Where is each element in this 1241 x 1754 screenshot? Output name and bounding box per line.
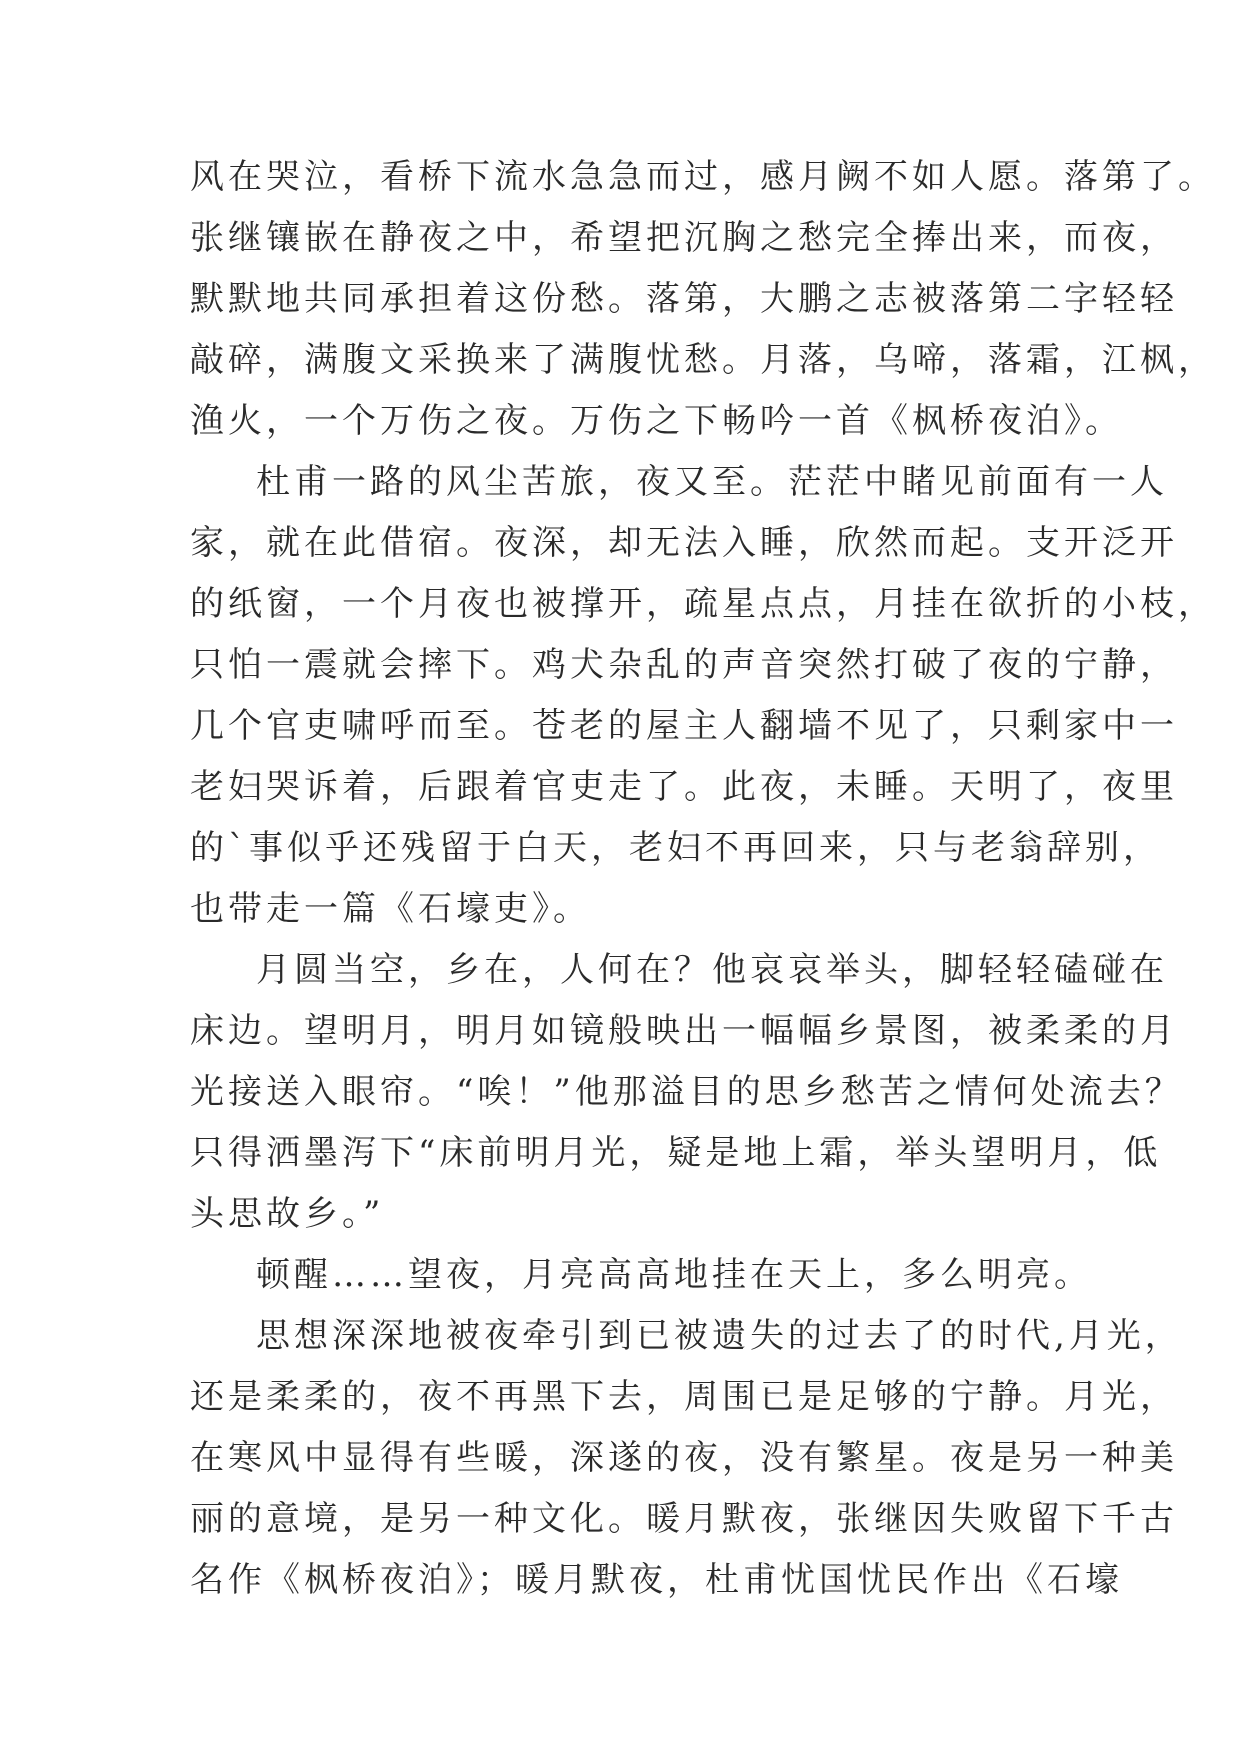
text-line: 风在哭泣，看桥下流水急急而过，感月阙不如人愿。落第了。 bbox=[190, 157, 1216, 197]
text-line: 老妇哭诉着，后跟着官吏走了。此夜，未睡。天明了，夜里 bbox=[190, 767, 1178, 807]
text-line: 也带走一篇《石壕吏》。 bbox=[190, 889, 591, 929]
text-line: 默默地共同承担着这份愁。落第，大鹏之志被落第二字轻轻 bbox=[190, 279, 1178, 319]
text-line: 的纸窗，一个月夜也被撑开，疏星点点，月挂在欲折的小枝， bbox=[190, 584, 1216, 624]
text-line: 思想深深地被夜牵引到已被遗失的过去了的时代,月光， bbox=[256, 1316, 1183, 1356]
text-line: 家，就在此借宿。夜深，却无法入睡，欣然而起。支开泛开 bbox=[190, 523, 1178, 563]
document-text-body bbox=[190, 147, 1216, 1611]
text-line: 在寒风中显得有些暖，深遂的夜，没有繁星。夜是另一种美 bbox=[190, 1438, 1178, 1478]
text-line: 杜甫一路的风尘苦旅，夜又至。茫茫中睹见前面有一人 bbox=[256, 462, 1168, 502]
text-line: 只得洒墨泻下“床前明月光，疑是地上霜，举头望明月，低 bbox=[190, 1133, 1162, 1173]
text-line: 头思故乡。” bbox=[190, 1194, 385, 1234]
text-line: 渔火，一个万伤之夜。万伤之下畅吟一首《枫桥夜泊》。 bbox=[190, 401, 1123, 441]
text-line: 只怕一震就会摔下。鸡犬杂乱的声音突然打破了夜的宁静， bbox=[190, 645, 1178, 685]
text-line: 的`事似乎还残留于白天，老妇不再回来，只与老翁辞别， bbox=[190, 828, 1161, 868]
text-line: 敲碎，满腹文采换来了满腹忧愁。月落，乌啼，落霜，江枫， bbox=[190, 340, 1216, 380]
text-line: 床边。望明月，明月如镜般映出一幅幅乡景图，被柔柔的月 bbox=[190, 1011, 1178, 1051]
text-line: 几个官吏啸呼而至。苍老的屋主人翻墙不见了，只剩家中一 bbox=[190, 706, 1178, 746]
text-line: 还是柔柔的，夜不再黑下去，周围已是足够的宁静。月光， bbox=[190, 1377, 1178, 1417]
text-line: 名作《枫桥夜泊》；暖月默夜，杜甫忧国忧民作出《石壕 bbox=[190, 1560, 1123, 1600]
text-line: 丽的意境，是另一种文化。暖月默夜，张继因失败留下千古 bbox=[190, 1499, 1178, 1539]
text-line: 顿醒……望夜，月亮高高地挂在天上，多么明亮。 bbox=[256, 1255, 1092, 1295]
text-line: 光接送入眼帘。“唉！”他那溢目的思乡愁苦之情何处流去？ bbox=[190, 1072, 1183, 1112]
text-line: 张继镶嵌在静夜之中，希望把沉胸之愁完全捧出来，而夜， bbox=[190, 218, 1178, 258]
text-line: 月圆当空，乡在，人何在？他哀哀举头，脚轻轻磕碰在 bbox=[256, 950, 1168, 990]
